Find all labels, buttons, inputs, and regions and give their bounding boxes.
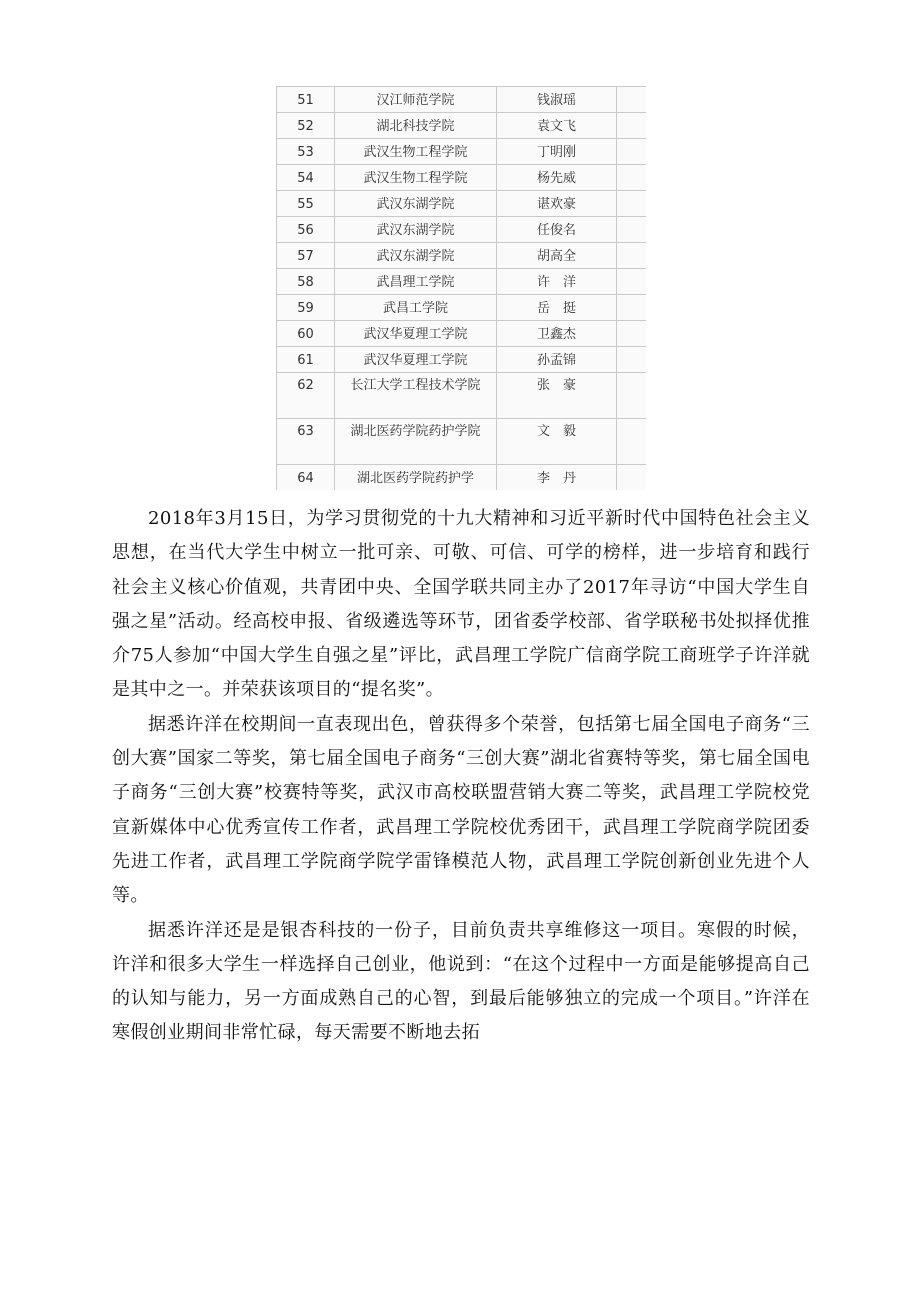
- award-list-table-image: [276, 86, 646, 490]
- award-list-table: [276, 86, 646, 490]
- empty-cell: [617, 321, 647, 347]
- empty-cell: [617, 295, 647, 321]
- school-name: 武汉东湖学院: [335, 243, 497, 269]
- empty-cell: [617, 165, 647, 191]
- student-name: 丁明刚: [497, 139, 617, 165]
- student-name: 杨先威: [497, 165, 617, 191]
- article-paragraph: 据悉许洋还是是银杏科技的一份子，目前负责共享维修这一项目。寒假的时候，许洋和很多大学生一样选择自己创业，他说到：“在这个过程中一方面是能够提高自己的认知与能力，另一方面成熟自己的心智，到最后能够独立的完成一个项目。”许洋在寒假创业期间非常忙碌，每天需要不断地去拓: [112, 919, 810, 1044]
- empty-cell: [617, 243, 647, 269]
- article-paragraph: 2018年3月15日，为学习贯彻党的十九大精神和习近平新时代中国特色社会主义思想，在当代大学生中树立一批可亲、可敬、可信、可学的榜样，进一步培育和践行社会主义核心价值观，共青团中央、全国学联共同主办了2017年寻访“中国大学生自强之星”活动。经高校申报、省级遴选等环节，团省委学校部、省学联秘书处拟择优推介75人参加“中国大学生自强之星”评比，武昌理工学院广信商学院工商班学子许洋就是其中之一。并荣获该项目的“提名奖”。: [112, 508, 810, 701]
- table-row: [277, 347, 647, 373]
- school-name: 武汉生物工程学院: [335, 165, 497, 191]
- table-row: [277, 295, 647, 321]
- row-number: 53: [277, 139, 335, 165]
- row-number: 63: [277, 419, 335, 465]
- row-number: 54: [277, 165, 335, 191]
- empty-cell: [617, 419, 647, 465]
- student-name: 孙孟锦: [497, 347, 617, 373]
- row-number: 62: [277, 373, 335, 419]
- empty-cell: [617, 113, 647, 139]
- table-row: [277, 87, 647, 113]
- table-row: [277, 191, 647, 217]
- empty-cell: [617, 191, 647, 217]
- student-name: 文 毅: [497, 419, 617, 465]
- school-name: 武汉华夏理工学院: [335, 347, 497, 373]
- school-name: 湖北医药学院药护学: [335, 465, 497, 491]
- row-number: 55: [277, 191, 335, 217]
- student-name: 岳 挺: [497, 295, 617, 321]
- school-name: 武昌理工学院: [335, 269, 497, 295]
- student-name: 张 豪: [497, 373, 617, 419]
- table-row: [277, 243, 647, 269]
- student-name: 谌欢豪: [497, 191, 617, 217]
- school-name: 武汉生物工程学院: [335, 139, 497, 165]
- row-number: 60: [277, 321, 335, 347]
- student-name: 钱淑瑶: [497, 87, 617, 113]
- article-body: [112, 502, 810, 1051]
- table-row: [277, 321, 647, 347]
- row-number: 59: [277, 295, 335, 321]
- student-name: 卫鑫杰: [497, 321, 617, 347]
- table-row: [277, 139, 647, 165]
- student-name: 李 丹: [497, 465, 617, 491]
- empty-cell: [617, 87, 647, 113]
- school-name: 湖北科技学院: [335, 113, 497, 139]
- student-name: 袁文飞: [497, 113, 617, 139]
- school-name: 武昌工学院: [335, 295, 497, 321]
- row-number: 56: [277, 217, 335, 243]
- empty-cell: [617, 373, 647, 419]
- school-name: 湖北医药学院药护学院: [335, 419, 497, 465]
- school-name: 汉江师范学院: [335, 87, 497, 113]
- row-number: 61: [277, 347, 335, 373]
- school-name: 武汉华夏理工学院: [335, 321, 497, 347]
- empty-cell: [617, 269, 647, 295]
- table-row: [277, 465, 647, 491]
- empty-cell: [617, 139, 647, 165]
- school-name: 长江大学工程技术学院: [335, 373, 497, 419]
- school-name: 武汉东湖学院: [335, 217, 497, 243]
- article-paragraph: 据悉许洋在校期间一直表现出色，曾获得多个荣誉，包括第七届全国电子商务“三创大赛”国家二等奖，第七届全国电子商务“三创大赛”湖北省赛特等奖，第七届全国电子商务“三创大赛”校赛特等奖，武汉市高校联盟营销大赛二等奖，武昌理工学院校党宣新媒体中心优秀宣传工作者，武昌理工学院校优秀团干，武昌理工学院商学院团委先进工作者，武昌理工学院商学院学雷锋模范人物，武昌理工学院创新创业先进个人等。: [112, 713, 810, 907]
- school-name: 武汉东湖学院: [335, 191, 497, 217]
- empty-cell: [617, 217, 647, 243]
- row-number: 52: [277, 113, 335, 139]
- row-number: 51: [277, 87, 335, 113]
- row-number: 64: [277, 465, 335, 491]
- table-row: [277, 217, 647, 243]
- row-number: 57: [277, 243, 335, 269]
- student-name: 胡高全: [497, 243, 617, 269]
- table-row: [277, 165, 647, 191]
- table-row: [277, 373, 647, 419]
- table-row: [277, 419, 647, 465]
- table-row: [277, 269, 647, 295]
- table-row: [277, 113, 647, 139]
- empty-cell: [617, 347, 647, 373]
- row-number: 58: [277, 269, 335, 295]
- empty-cell: [617, 465, 647, 491]
- student-name: 许 洋: [497, 269, 617, 295]
- student-name: 任俊名: [497, 217, 617, 243]
